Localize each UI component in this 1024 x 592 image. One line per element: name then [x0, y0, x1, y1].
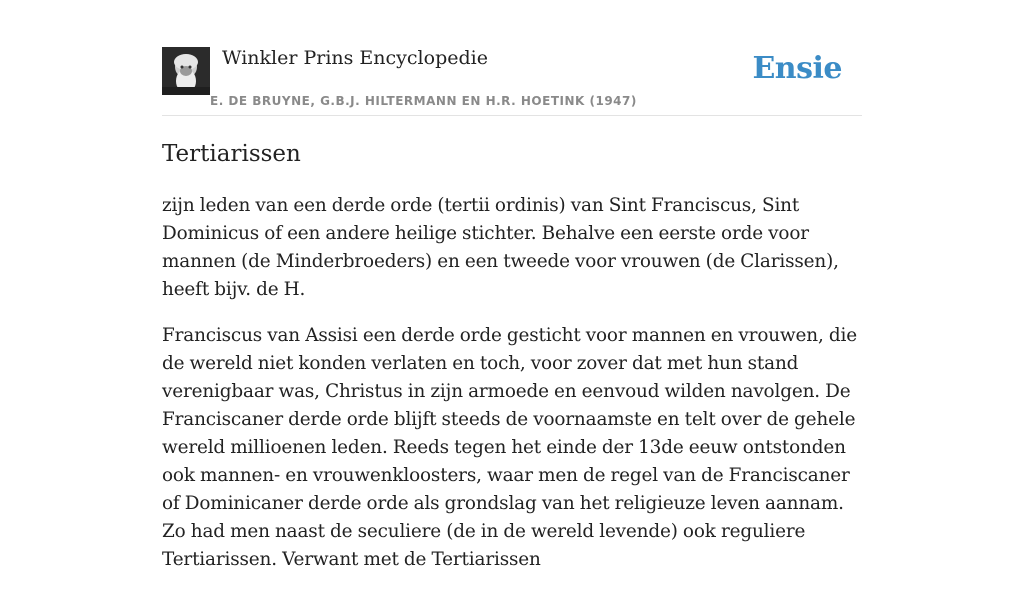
- ensie-logo-link[interactable]: Ensie: [752, 51, 842, 86]
- article-paragraph: zijn leden van een derde orde (tertii ordinis) van Sint Franciscus, Sint Dominicus of een andere heilige stichter. Behalve een eerste orde voor mannen (de Minderbroeders) en een tweede voor vrouwen (de Clarissen), heeft bijv. de H.: [162, 195, 839, 300]
- source-authors: E. DE BRUYNE, G.B.J. HILTERMANN EN H.R. HOETINK (1947): [210, 94, 637, 108]
- article-title: Tertiarissen: [162, 141, 301, 167]
- author-portrait-image: [162, 47, 210, 95]
- source-header: [162, 0, 862, 116]
- article-body: [162, 192, 862, 574]
- article-paragraph: Franciscus van Assisi een derde orde gesticht voor mannen en vrouwen, die de wereld niet konden verlaten en toch, voor zover dat met hun stand verenigbaar was, Christus in zijn armoede en eenvoud wilden navolgen. De Franciscaner derde orde blijft steeds de voornaamste en telt over de gehele wereld millioenen leden. Reeds tegen het einde der 13de eeuw ontstonden ook mannen- en vrouwenkloosters, waar men de regel van de Franciscaner of Dominicaner derde orde als grondslag van het religieuze leven aannam. Zo had men naast de seculiere (de in de wereld levende) ook reguliere Tertiarissen. Verwant met de Tertiarissen: [162, 325, 857, 570]
- article: [162, 138, 862, 592]
- source-title[interactable]: Winkler Prins Encyclopedie: [222, 47, 488, 69]
- author-avatar: [162, 47, 210, 95]
